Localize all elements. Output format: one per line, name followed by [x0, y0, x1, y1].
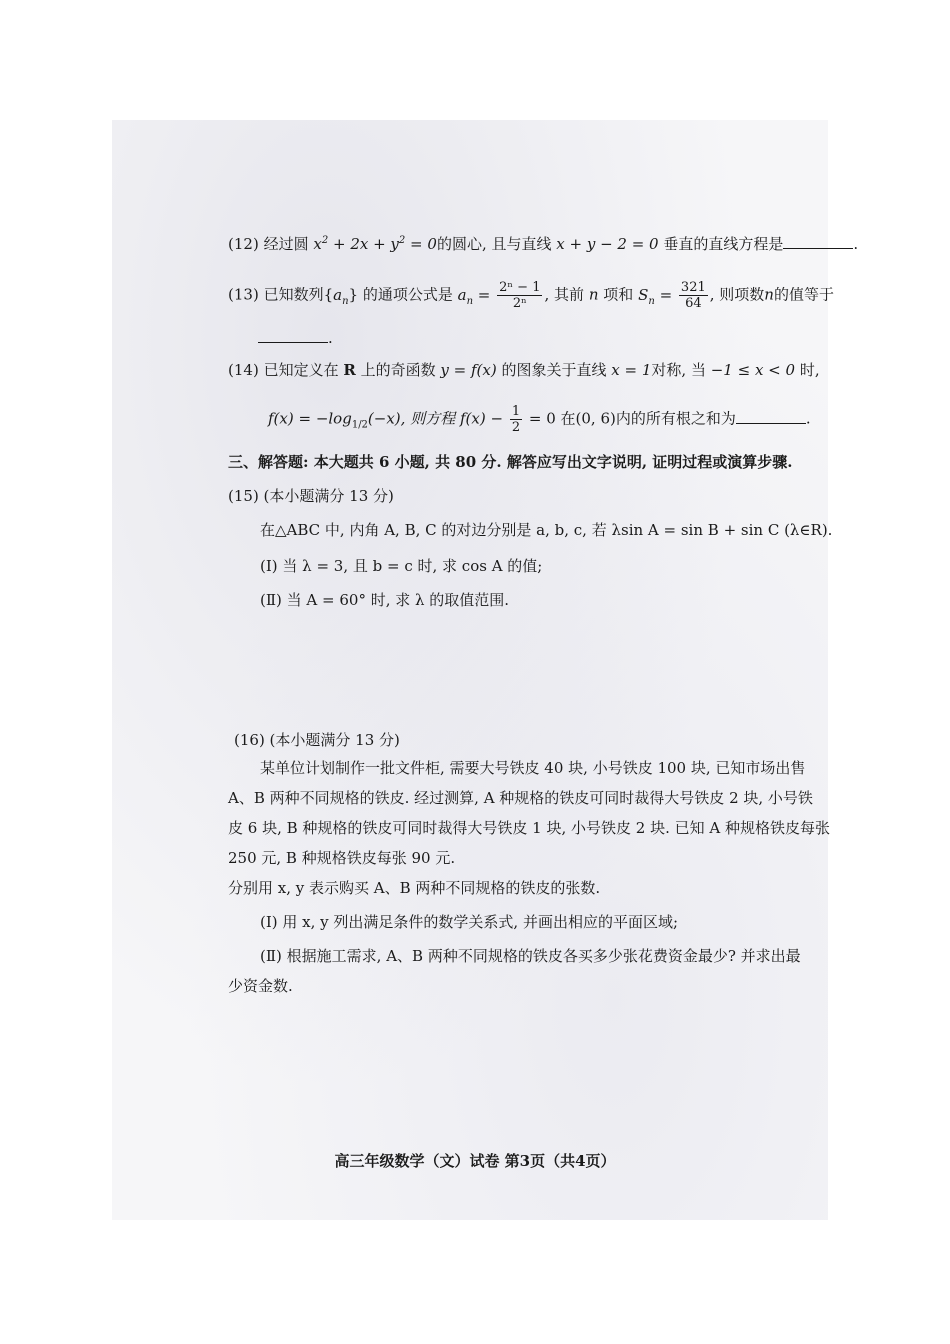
- q14-answer-blank: [736, 409, 806, 424]
- q14-real-set: R: [343, 361, 356, 379]
- q13-frac-num: 2ⁿ − 1: [499, 280, 541, 295]
- q16-part-2a: (Ⅱ) 根据施工需求, A、B 两种不同规格的铁皮各买多少张花费资金最少? 并求出最: [260, 947, 801, 965]
- q16-part-1: (Ⅰ) 用 x, y 列出满足条件的数学关系式, 并画出相应的平面区域;: [260, 913, 678, 931]
- q14-func: y = f(x): [440, 361, 497, 379]
- q12-line-eq: x + y − 2 = 0: [556, 235, 659, 253]
- q13-text-2: } 的通项公式是: [348, 285, 453, 304]
- q13-n2: n: [764, 285, 774, 304]
- q14-axis: x = 1: [611, 361, 652, 379]
- q13-text-6: 的值等于: [773, 285, 834, 304]
- q14-text-2: 上的奇函数: [360, 361, 436, 379]
- q14-log-base: 1/2: [351, 419, 368, 431]
- q13-sn: $S_n$ =: [638, 285, 673, 307]
- q12-text-1: 经过圆: [263, 235, 309, 253]
- q14-text-3: 的图象关于直线: [501, 361, 607, 379]
- q15-part-1: (Ⅰ) 当 λ = 3, 且 b = c 时, 求 cos A 的值;: [260, 557, 543, 575]
- page-footer: 高三年级数学（文）试卷 第3页（共4页）: [334, 1152, 616, 1170]
- q13-text-4: 项和: [603, 285, 634, 304]
- q13-text-1: 已知数列{: [263, 285, 334, 304]
- q13-number: (13): [228, 285, 259, 304]
- q15-heading: (15) (本小题满分 13 分): [228, 487, 394, 505]
- q14-interval: −1 ≤ x < 0: [710, 361, 796, 379]
- question-14: [228, 360, 820, 380]
- q13-n: n: [588, 285, 599, 304]
- q15-stem: 在△ABC 中, 内角 A, B, C 的对边分别是 a, b, c, 若 λsin A = sin B + sin C (λ∈R).: [260, 521, 833, 539]
- q14-number: (14): [228, 361, 259, 379]
- q14-def-b: (−x), 则方程: [367, 409, 456, 428]
- q12-text-2: 的圆心, 且与直线: [436, 235, 552, 253]
- q13-an: $a_n$ =: [457, 285, 491, 307]
- q16-part-2b: 少资金数.: [228, 977, 293, 995]
- q16-line-3: 皮 6 块, B 种规格的铁皮可同时裁得大号铁皮 1 块, 小号铁皮 2 块. 已知 A 种规格铁皮每张: [228, 819, 831, 837]
- q12-number: (12): [228, 235, 259, 253]
- q12-circle-eq: $x^2 + 2x + y^2 = 0$: [313, 235, 437, 253]
- section-3-heading: 三、解答题: 本大题共 6 小题, 共 80 分. 解答应写出文字说明, 证明过程或演算步骤.: [228, 453, 793, 471]
- q13-sum-fraction: [679, 280, 708, 311]
- q16-line-1: 某单位计划制作一批文件柜, 需要大号铁皮 40 块, 小号铁皮 100 块, 已知市场出售: [260, 759, 806, 777]
- q14-half: [510, 404, 522, 435]
- question-13: [228, 280, 834, 311]
- question-12: (12) 经过圆 $x^2 + 2x + y^2 = 0$的圆心, 且与直线 x + y − 2 = 0 垂直的直线方程是 .: [228, 235, 859, 253]
- q13-sum-num: 321: [680, 280, 706, 295]
- q16-line-5: 分别用 x, y 表示购买 A、B 两种不同规格的铁皮的张数.: [228, 879, 601, 897]
- q16-heading: (16) (本小题满分 13 分): [234, 731, 400, 749]
- q13-fraction: [497, 280, 542, 311]
- q13-frac-den: 2ⁿ: [512, 296, 527, 311]
- q14-text-4: 对称, 当: [651, 361, 706, 379]
- q14-half-num: 1: [511, 404, 521, 419]
- q14-line-2: $f(x) = -\log_{1/2}(-x)$, 则方程 f(x) − $\frac{1}{2}$ = 0 在(0, 6)内的所有根之和为 .: [268, 404, 811, 435]
- q13-answer-blank: [258, 328, 328, 343]
- q15-part-2: (Ⅱ) 当 A = 60° 时, 求 λ 的取值范围.: [260, 591, 510, 609]
- q13-answer-line: .: [258, 328, 333, 348]
- q16-line-2: A、B 两种不同规格的铁皮. 经过测算, A 种规格的铁皮可同时裁得大号铁皮 2 块, 小号铁: [228, 789, 813, 807]
- q12-answer-blank: [783, 234, 853, 249]
- q14-text-5: 时,: [799, 361, 820, 379]
- q14-def-d: = 0 在(0, 6)内的所有根之和为: [528, 409, 736, 428]
- q13-text-3: , 其前: [544, 285, 585, 304]
- q14-text-1: 已知定义在: [263, 361, 339, 379]
- q16-line-4: 250 元, B 种规格铁皮每张 90 元.: [228, 849, 456, 867]
- q14-def-a: f(x) = −log: [268, 409, 352, 428]
- q13-sum-den: 64: [685, 296, 702, 311]
- q14-def-c: f(x) −: [459, 409, 504, 428]
- q13-text-5: , 则项数: [709, 285, 765, 304]
- q12-text-3: 垂直的直线方程是: [663, 235, 784, 253]
- q14-half-den: 2: [511, 420, 521, 435]
- q13-seq: $a_n$: [333, 285, 349, 307]
